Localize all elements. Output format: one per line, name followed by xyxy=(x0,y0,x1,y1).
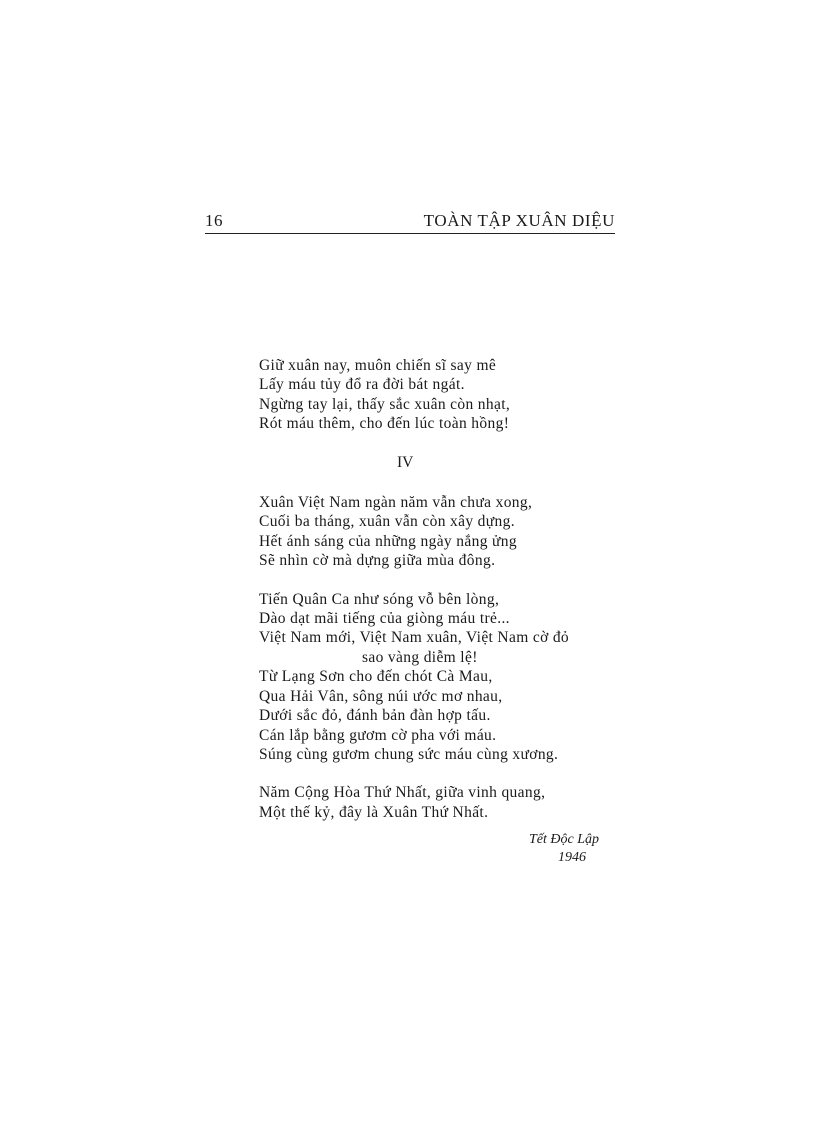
poem-line: Dào dạt mãi tiếng của giòng máu trẻ... xyxy=(259,610,510,628)
poem-line: Tiến Quân Ca như sóng vỗ bên lòng, xyxy=(259,590,500,608)
poem-body xyxy=(259,356,639,841)
signature-place: Tết Độc Lập xyxy=(529,832,599,847)
section-heading: IV xyxy=(397,453,414,471)
poem-line: Lấy máu tủy đổ ra đời bát ngát. xyxy=(259,376,465,394)
poem-line: Sẽ nhìn cờ mà dựng giữa mùa đông. xyxy=(259,552,496,570)
poem-line: Cán lắp bằng gươm cờ pha với máu. xyxy=(259,726,497,744)
poem-line: Qua Hải Vân, sông núi ước mơ nhau, xyxy=(259,687,503,705)
stanza-4 xyxy=(259,783,639,822)
stanza-3 xyxy=(259,590,639,765)
poem-line: Từ Lạng Sơn cho đến chót Cà Mau, xyxy=(259,668,493,686)
poem-line: Hết ánh sáng của những ngày nắng ửng xyxy=(259,532,517,550)
page-number: 16 xyxy=(205,211,223,230)
poem-line: Năm Cộng Hòa Thứ Nhất, giữa vinh quang, xyxy=(259,784,546,802)
poem-line: Một thế kỷ, đây là Xuân Thứ Nhất. xyxy=(259,803,489,821)
poem-line: Dưới sắc đỏ, đánh bản đàn hợp tấu. xyxy=(259,707,491,725)
poem-line: Xuân Việt Nam ngàn năm vẫn chưa xong, xyxy=(259,494,533,512)
poem-line: Cuối ba tháng, xuân vẫn còn xây dựng. xyxy=(259,513,515,531)
poem-line: Rót máu thêm, cho đến lúc toàn hồng! xyxy=(259,415,510,433)
stanza-1 xyxy=(259,356,639,434)
stanza-2 xyxy=(259,493,639,571)
poem-line: Việt Nam mới, Việt Nam xuân, Việt Nam cờ đỏ xyxy=(259,629,570,647)
poem-line: Giữ xuân nay, muôn chiến sĩ say mê xyxy=(259,357,497,374)
poem-line: Súng cùng gươm chung sức máu cùng xương. xyxy=(259,745,559,763)
page-header xyxy=(205,205,615,234)
poem-line-continuation: sao vàng diễm lệ! xyxy=(362,648,478,666)
poem-line: Ngừng tay lại, thấy sắc xuân còn nhạt, xyxy=(259,395,511,413)
signature-year: 1946 xyxy=(558,850,586,865)
running-title: TOÀN TẬP XUÂN DIỆU xyxy=(423,211,615,230)
poem-signature xyxy=(500,831,640,867)
